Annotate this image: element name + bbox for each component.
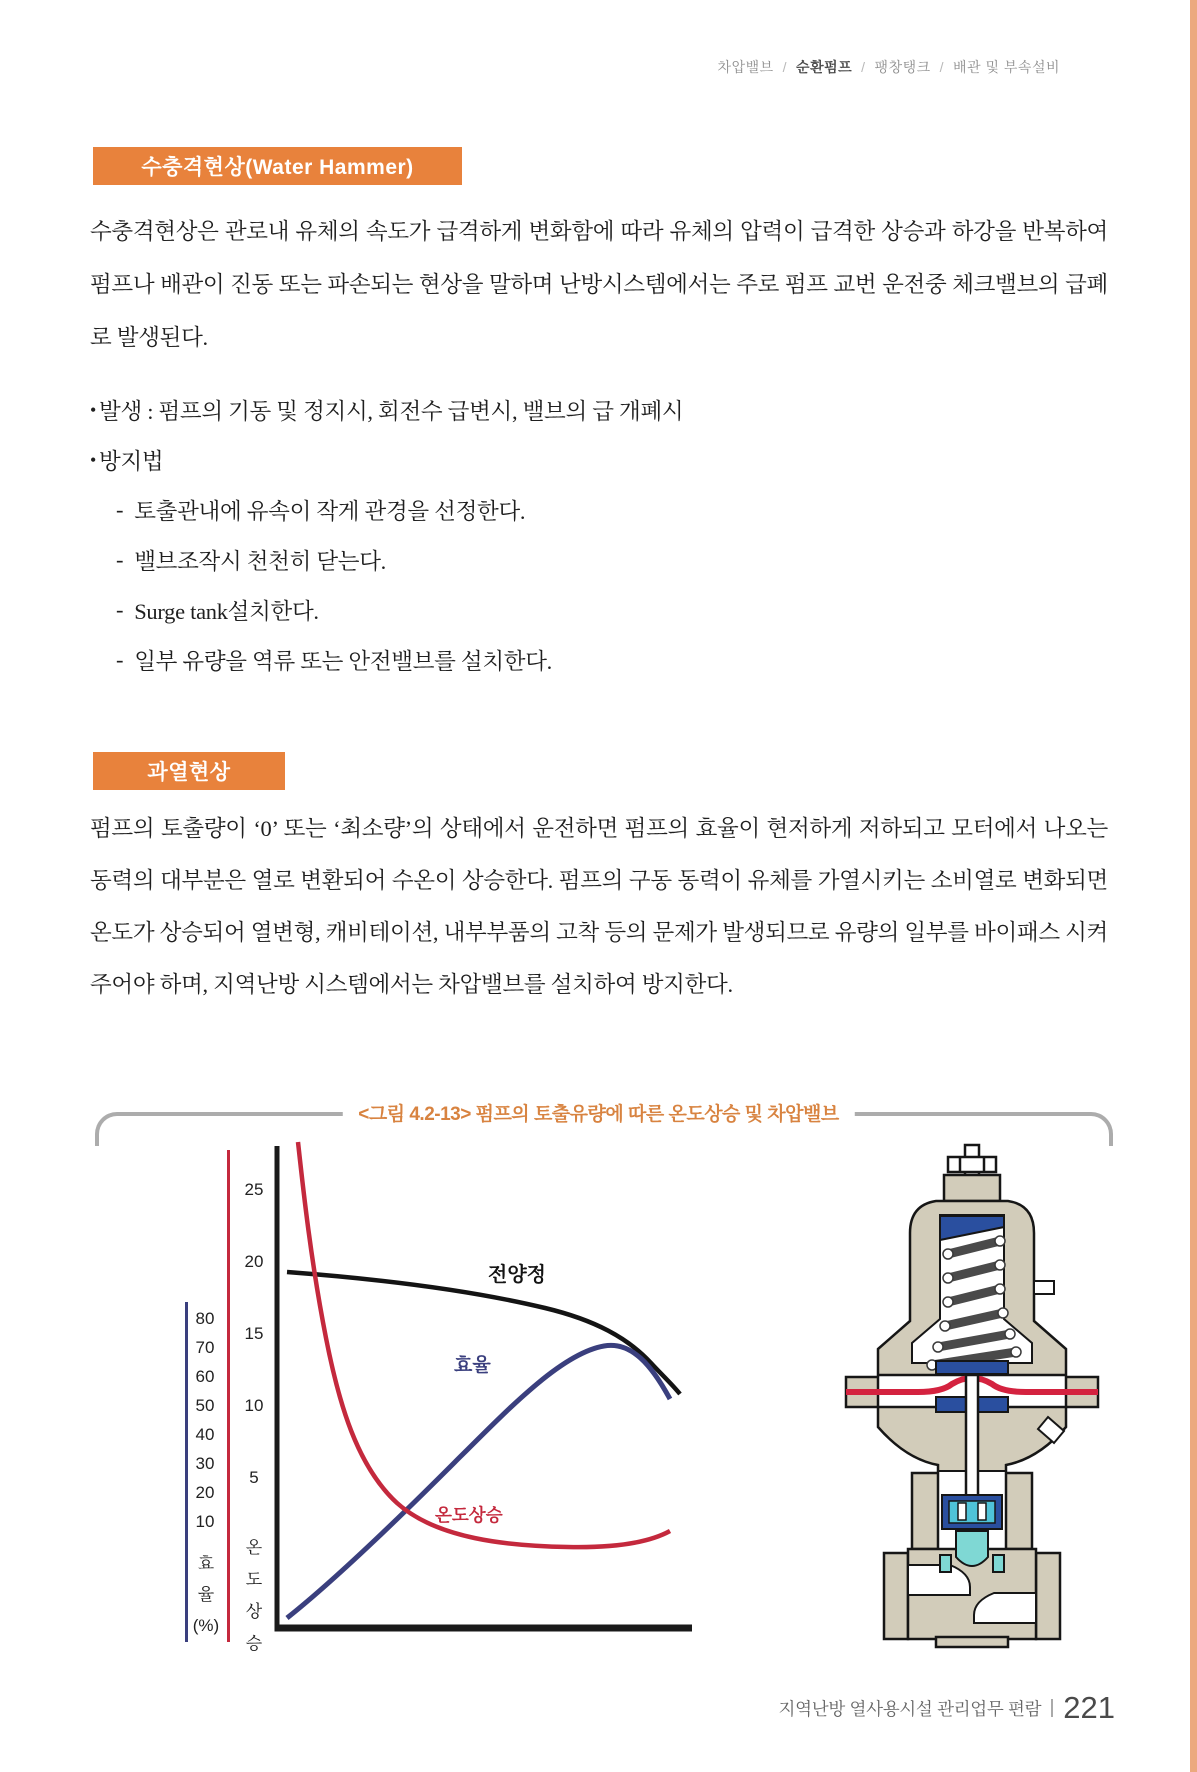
figure-caption: <그림 4.2-13> 펌프의 토출유량에 따른 온도상승 및 차압밸브 — [342, 1099, 854, 1126]
list-subitem — [90, 535, 1110, 585]
paragraph-water-hammer: 수충격현상은 관로내 유체의 속도가 급격하게 변화함에 따라 유체의 압력이 급격한 상승과 하강을 반복하여 펌프나 배관이 진동 또는 파손되는 현상을 말하며 난방시스템에서는 주로 펌프 교번 운전중 체크밸브의 급폐로 발생된다. — [90, 219, 1108, 350]
paragraph-overheating: 펌프의 토출량이 ‘0’ 또는 ‘최소량’의 상태에서 운전하면 펌프의 효율이 현저하게 저하되고 모터에서 나오는 동력의 대부분은 열로 변환되어 수온이 상승한다. 펌프의 구동 동력이 유체를 가열시키는 소비열로 변화되면 온도가 상승되어 열변형, 캐비테이션, 내부부품의 고착 등의 문제가 발생되므로 유량의 일부를 바이패스 시켜주어야 하며, 지역난방 시스템에서는 차압밸브를 설치하여 방지한다. — [90, 816, 1108, 997]
dash-icon: - — [116, 547, 124, 572]
spring-bottom-plate — [936, 1361, 1008, 1374]
page-footer — [779, 1690, 1116, 1726]
list-item-text: 발생 : 펌프의 기동 및 정지시, 회전수 급변시, 밸브의 급 개폐시 — [99, 399, 684, 424]
breadcrumb-separator: / — [861, 59, 866, 75]
list-item-prevention — [90, 435, 1110, 485]
book-title: 지역난방 열사용시설 관리업무 편람 — [778, 1698, 1042, 1719]
breadcrumb-item-current: 순환펌프 — [796, 59, 853, 75]
breadcrumb-separator: / — [939, 59, 945, 75]
bullet-icon: • — [90, 399, 97, 420]
page-edge-band — [1190, 0, 1197, 1772]
list-subitem-text: 토출관내에 유속이 작게 관경을 선정한다. — [134, 499, 526, 524]
valve-seat-right — [993, 1555, 1004, 1572]
valve-seat-left — [940, 1555, 951, 1572]
list-subitem-text: 밸브조작시 천천히 닫는다. — [134, 549, 386, 574]
list-subitem-text: 일부 유량을 역류 또는 안전밸브를 설치한다. — [134, 649, 552, 674]
pump-curve-chart — [230, 1140, 700, 1640]
list-subitem-text: Surge tank설치한다. — [134, 599, 319, 624]
differential-pressure-valve-diagram — [790, 1075, 1170, 1655]
bullet-list — [90, 385, 1110, 685]
footer-divider — [1051, 1699, 1053, 1717]
valve-plug — [956, 1531, 988, 1566]
page-number: 221 — [1063, 1690, 1115, 1725]
efficiency-curve — [287, 1345, 670, 1618]
temperature-axis-ticks: 25 20 15 10 5 — [244, 1180, 264, 1487]
valve-collar — [944, 1175, 1000, 1201]
list-subitem — [90, 485, 1110, 535]
right-flange — [1036, 1553, 1060, 1639]
efficiency-axis-ticks: 80 70 60 50 40 30 20 10 — [195, 1309, 215, 1531]
list-item-occurrence — [90, 385, 1110, 435]
head-curve-label: 전양정 — [488, 1264, 546, 1286]
valve-adjust-nut — [948, 1157, 996, 1172]
efficiency-curve-label: 효율 — [454, 1355, 491, 1376]
gland-packing — [949, 1501, 995, 1523]
outlet-passage — [974, 1593, 1036, 1623]
yoke-left-column — [912, 1473, 938, 1549]
dash-icon: - — [116, 647, 124, 672]
valve-bottom-cap — [936, 1637, 1008, 1647]
section-title-overheating — [93, 752, 285, 790]
dash-icon: - — [116, 497, 124, 522]
temperature-curve-label: 온도상승 — [435, 1505, 503, 1525]
breadcrumb-item: 차압밸브 — [717, 59, 774, 75]
section-title-water-hammer — [93, 147, 462, 185]
breadcrumb-item: 배관 및 부속설비 — [953, 59, 1060, 75]
bullet-icon: • — [90, 449, 97, 470]
efficiency-axis-label: 효 율 (%) — [192, 1554, 220, 1635]
section-title-label: 과열현상 — [147, 761, 231, 784]
list-subitem — [90, 585, 1110, 635]
breadcrumb-item: 팽창탱크 — [874, 59, 931, 75]
list-item-text: 방지법 — [99, 449, 164, 474]
yoke-right-column — [1006, 1473, 1032, 1549]
section-title-label: 수충격현상(Water Hammer) — [141, 156, 414, 179]
breadcrumb-separator: / — [782, 59, 788, 75]
breadcrumb — [718, 57, 1060, 77]
temperature-axis-label: 온 도 상 승 — [245, 1538, 263, 1653]
dash-icon: - — [116, 597, 124, 622]
left-flange — [884, 1553, 908, 1639]
valve-side-port — [1034, 1281, 1054, 1294]
list-subitem — [90, 635, 1110, 685]
